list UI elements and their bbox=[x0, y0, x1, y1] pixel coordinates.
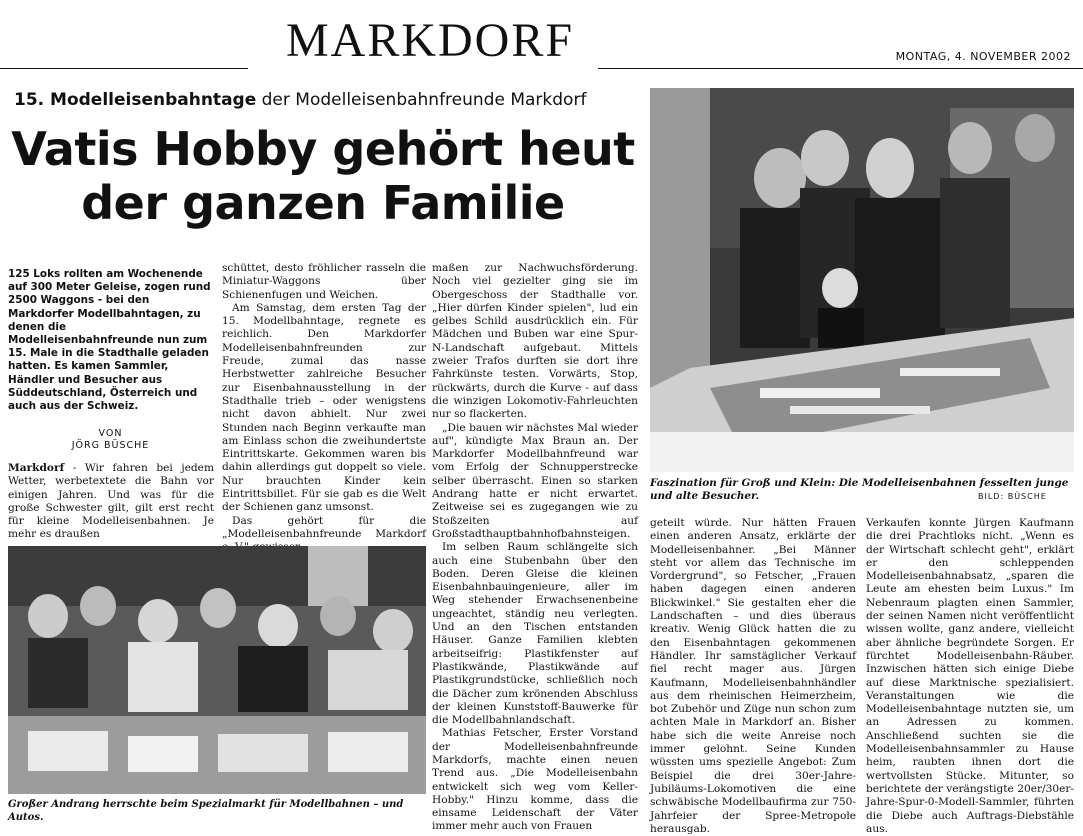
article-column-1 bbox=[8, 462, 214, 542]
article-column-4 bbox=[650, 517, 856, 835]
newspaper-section-title: MARKDORF bbox=[285, 14, 575, 67]
col4-paragraph-1: geteilt würde. Nur hätten Frauen einen anderen Ansatz, erklärte der Modelleisenbahner. „Bei Männer steht vor allem das Technische im Vordergrund", so Fetscher, „Frauen haben dagegen einen anderen Blickwinkel." Sie gestalten eher die Landschaften – und dies überaus kreativ. Wenig Glück hatten die zu den Eisenbahntagen gekommenen Händler. Ihr samstäglicher Verkauf fiel recht mager aus. Jürgen Kaufmann, Modelleisenbahnhändler aus dem rheinischen Heimerzheim, bot Zubehör und Züge nun schon zum achten Male in Markdorf an. Bisher habe sich die weite Anreise noch immer gelohnt. Seine Kunden wüssten ums spezielle Angebot: Zum Beispiel die drei 30er-Jahre-Jubiläums-Lokomotiven die eine schwäbische Modellbaufirma zur 750-Jahrfeier der Spree-Metropole herausgab. bbox=[650, 517, 856, 835]
col3-paragraph-2: „Die bauen wir nächstes Mal wieder auf", kündigte Max Braun an. Der Markdorfer Modellbahnfreund war vom Erfolg der Schnupperstrecke selber überrascht. Einen so starken Andrang hatte er nicht erwartet. Zeitweise sei es zugegangen wie zu Stoßzeiten auf Großstadthauptbahnhofbahnsteigen. bbox=[432, 421, 638, 540]
col5-paragraph-1: Verkaufen konnte Jürgen Kaufmann die drei Prachtloks nicht. „Wenn es der Wirtschaft schlecht geht", erklärt er den schleppenden Modelleisenbahnabsatz, „sparen die Leute am ehesten beim Luxus." Im Nebenraum plagten einen Sammler, der seinen Namen nicht veröffentlicht wissen wollte, ganz andere, vielleicht aber ähnliche begründete Sorgen. Er fürchtet Modelleisenbahn-Räuber. Inzwischen hätten sich einige Diebe auf diese Marktnische spezialisiert. Veranstaltungen wie die Modelleisenbahntage nutzten sie, um an Adressen zu kommen. Anschließend suchten sie die Modelleisenbahnsammler zu Hause heim, raubten ihnen dort die wertvollsten Stücke. Mitunter, so berichtete der verängstigte 20er/30er-Jahre-Spur-0-Modell-Sammler, führten die Diebe auch Auftrags-Diebstähle aus. bbox=[866, 517, 1074, 835]
photo-credit: BILD: BÜSCHE bbox=[978, 492, 1047, 501]
dateline: Markdorf bbox=[8, 462, 65, 474]
col2-paragraph-2: Am Samstag, dem ersten Tag der 15. Modellbahntage, regnete es reichlich. Den Markdorfer Modelleisenbahnfreunden zur Freude, zumal das nasse Herbstwetter zahlreiche Besucher zur Eisenbahnausstellung in der Stadthalle trieb – oder wenigstens nicht davon abhielt. Nur zwei Stunden nach Beginn verkaufte man am Einlass schon die zweihundertste Eintrittskarte. Gekommen waren bis dahin allerdings gut doppelt so viele. Nur brauchten Kinder kein Eintrittsbillet. Für sie gab es die Welt der Schienen ganz umsonst. bbox=[222, 301, 426, 514]
article-column-2 bbox=[222, 262, 426, 555]
kicker-bold: 15. Modelleisenbahntage bbox=[14, 90, 257, 110]
headline-line-1: Vatis Hobby gehört heut bbox=[11, 122, 635, 176]
byline-von: VON bbox=[98, 428, 123, 439]
caption-top-photo: Faszination für Groß und Klein: Die Modelleisenbahnen fesselten junge und alte Besucher. bbox=[650, 477, 1069, 502]
article-kicker bbox=[14, 90, 586, 110]
byline-author: JÖRG BÜSCHE bbox=[71, 440, 150, 451]
article-column-3 bbox=[432, 262, 638, 833]
masthead bbox=[0, 14, 1083, 70]
headline-line-2: der ganzen Familie bbox=[81, 176, 565, 230]
article-teaser: 125 Loks rollten am Wochenende auf 300 Meter Geleise, zogen rund 2500 Waggons - bei den Markdorfer Modellbahntagen, zu denen die Modelleisenbahnfreunde nun zum 15. Male in die Stadthalle geladen hatten. Es kamen Sammler, Händler und Besucher aus Süddeutschland, Österreich und auch aus der Schweiz. bbox=[8, 268, 211, 413]
col3-paragraph-4: Mathias Fetscher, Erster Vorstand der Modelleisenbahnfreunde Markdorfs, machte einen neuen Trend aus. „Die Modelleisenbahn entwickelt sich weg vom Keller-Hobby." Hinzu komme, dass die einsame Leidenschaft der Väter immer mehr auch von Frauen bbox=[432, 727, 638, 833]
photo-visitors-at-layout-image bbox=[650, 88, 1074, 472]
col3-paragraph-3: Im selben Raum schlängelte sich auch eine Stubenbahn über den Boden. Deren Gleise die kleinen Eisenbahnbauingenieure, aller im Weg stehender Erwachsenenbeine ungeachtet, ständig neu verlegten. Und an den Tischen entstanden Häuser. Ganze Familien klebten arbeitseifrig: Plastikfenster auf Plastikwände, Plastikwände auf Plastikgrundstücke, schließlich noch die Dächer zum krönenden Abschluss der kleinen Kunststoff-Bauwerke für die Modellbahnlandschaft. bbox=[432, 541, 638, 727]
masthead-rule-left bbox=[0, 68, 248, 69]
kicker-rest: der Modelleisenbahnfreunde Markdorf bbox=[256, 90, 587, 110]
photo-visitors-at-layout bbox=[650, 88, 1074, 472]
photo-crowded-market-image bbox=[8, 546, 426, 794]
col2-paragraph-1: schüttet, desto fröhlicher rasseln die Miniatur-Waggons über Schienenfugen und Weichen. bbox=[222, 262, 426, 301]
col2-paragraph-3: Das gehört für die „Modelleisenbahnfreunde Markdorf bbox=[222, 514, 426, 540]
article-column-5 bbox=[866, 517, 1074, 835]
col1-paragraph-1: - Wir fahren bei jedem Wetter, werbetextete die Bahn vor einigen Jahren. Und was für die große Schwester gilt, gilt erst recht für kleine Modelleisenbahnen. Je mehr es draußen bbox=[8, 462, 214, 541]
col3-paragraph-1: maßen zur Nachwuchsförderung. Noch viel gezielter ging sie im Obergeschoss der Stadthalle vor. „Hier dürfen Kinder spielen", lud ein gelbes Schild ausdrücklich ein. Für Mädchen und Buben war eine Spur-N-Landschaft aufgebaut. Mittels zweier Trafos durften sie dort ihre Fahrkünste testen. Vorwärts, Stop, rückwärts, durch die Kurve - auf dass die winzigen Lokomotiv-Fahrleuchten nur so flackerten. bbox=[432, 262, 638, 421]
masthead-rule-right bbox=[598, 68, 1083, 69]
byline bbox=[8, 428, 213, 452]
publication-date: MONTAG, 4. NOVEMBER 2002 bbox=[895, 50, 1071, 63]
caption-bottom-photo: Großer Andrang herrschte beim Spezialmarkt für Modellbahnen – und Autos. bbox=[8, 799, 404, 823]
photo-crowded-market bbox=[8, 546, 426, 794]
article-headline bbox=[8, 122, 638, 230]
